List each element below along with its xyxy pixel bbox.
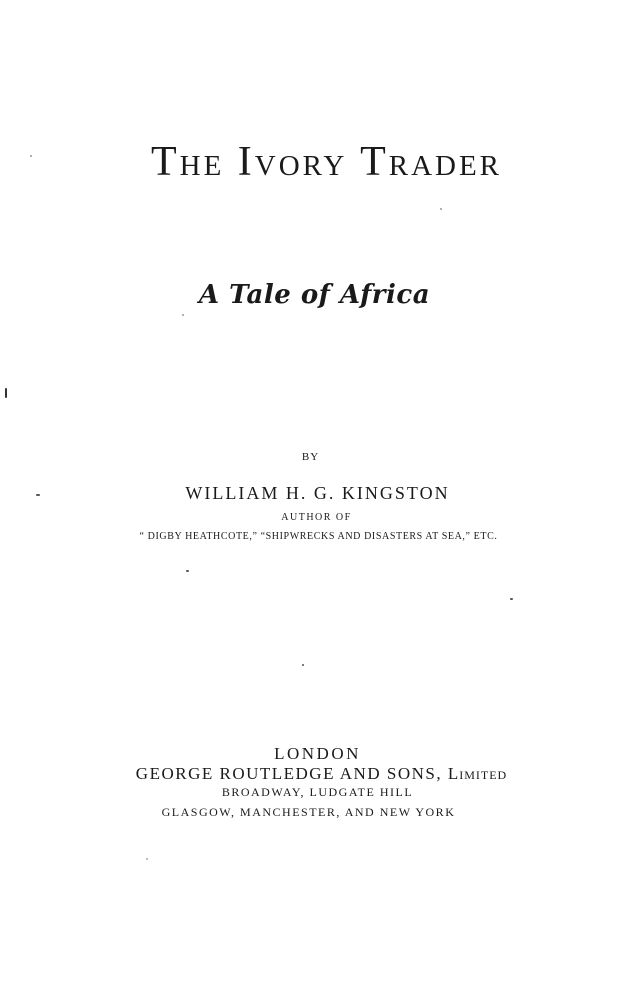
author-name: WILLIAM H. G. KINGSTON	[185, 483, 450, 503]
publisher-suffix: Limited	[447, 764, 508, 783]
scan-speck	[440, 208, 442, 210]
publisher-address: BROADWAY, LUDGATE HILL	[221, 785, 414, 799]
scan-speck	[182, 314, 184, 316]
book-subtitle: A Tale of Africa	[198, 280, 431, 310]
other-works: “ DIGBY HEATHCOTE,” “SHIPWRECKS AND DISASTERS AT SEA,” ETC.	[139, 531, 498, 542]
scan-speck	[30, 155, 32, 157]
publisher-cities: GLASGOW, MANCHESTER, AND NEW YORK	[161, 805, 456, 819]
book-title: The Ivory Trader	[150, 139, 503, 185]
publisher-main: GEORGE ROUTLEDGE AND SONS,	[135, 764, 443, 783]
scan-speck	[36, 494, 40, 496]
scan-speck	[5, 388, 7, 398]
scan-speck	[302, 664, 304, 666]
by-line: BY	[301, 451, 320, 463]
scan-speck	[186, 570, 189, 572]
author-of-label: AUTHOR OF	[281, 512, 352, 523]
scan-speck	[510, 598, 513, 600]
publication-city: LONDON	[274, 744, 361, 763]
publisher-name	[3, 764, 637, 784]
scan-speck	[146, 858, 148, 860]
